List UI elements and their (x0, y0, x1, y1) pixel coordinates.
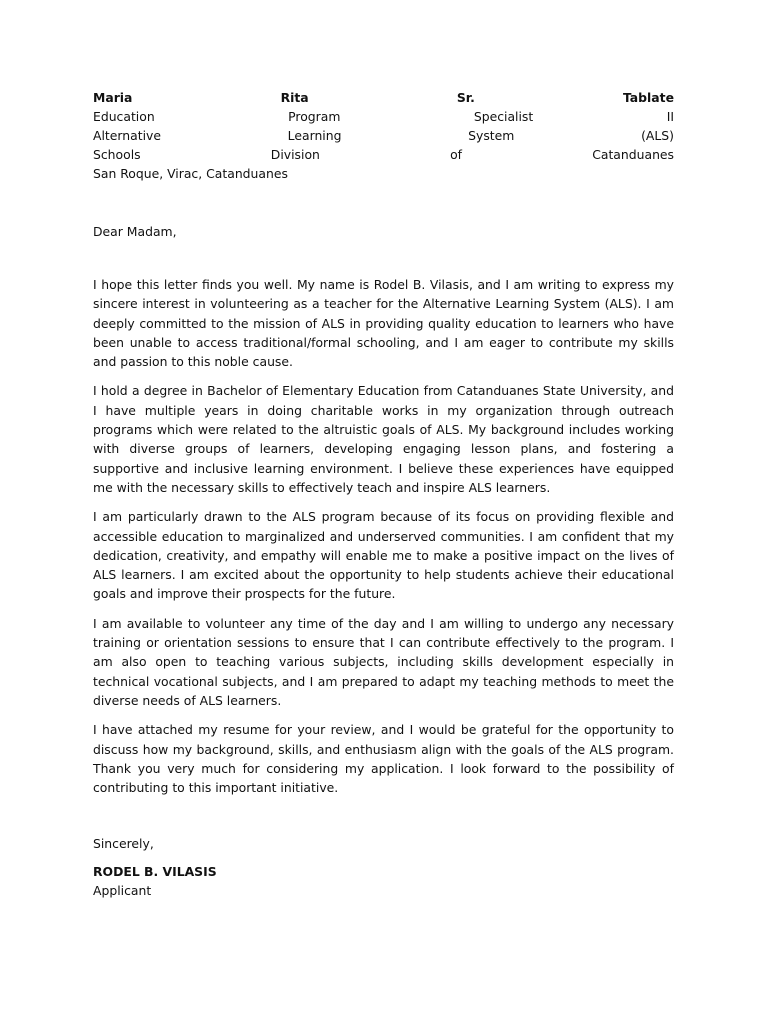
signature-title: Applicant (93, 883, 152, 899)
recipient-office-word: Learning (287, 128, 342, 143)
recipient-division-word: Division (270, 147, 320, 162)
recipient-position-word: II (666, 109, 674, 124)
body-paragraph: I am particularly drawn to the ALS program because of its focus on providing flexible and accessible education to marginalized and underserved communities. I am confident that my dedication, creativity, and empathy will enable me to make a positive impact on the lives of ALS learners. I am excited about the opportunity to help students achieve their educational goals and improve their prospects for the future. (93, 509, 674, 602)
recipient-office-word: System (468, 128, 515, 143)
recipient-position-line (93, 107, 674, 126)
recipient-division-word: Catanduanes (592, 147, 674, 162)
recipient-position-word: Education (93, 109, 155, 124)
recipient-name-word: Sr. (456, 90, 475, 105)
letter-body (93, 275, 674, 797)
recipient-position-word: Specialist (473, 109, 534, 124)
recipient-office-word: (ALS) (641, 128, 674, 143)
recipient-name-word: Tablate (622, 90, 674, 105)
recipient-office-word: Alternative (93, 128, 161, 143)
signature-name: RODEL B. VILASIS (93, 864, 217, 880)
salutation: Dear Madam, (93, 224, 177, 239)
recipient-division-line (93, 145, 674, 164)
letter-page (93, 88, 674, 900)
recipient-block (93, 88, 674, 183)
recipient-position-word: Program (288, 109, 341, 124)
body-paragraph: I hope this letter finds you well. My name is Rodel B. Vilasis, and I am writing to express my sincere interest in volunteering as a teacher for the Alternative Learning System (ALS). I am deeply committed to the mission of ALS in providing quality education to learners who have been unable to access traditional/formal schooling, and I am eager to contribute my skills and passion to this noble cause. (93, 277, 674, 370)
recipient-name-word: Rita (280, 90, 309, 105)
recipient-division-word: Schools (93, 147, 141, 162)
recipient-division-word: of (450, 147, 463, 162)
body-paragraph: I have attached my resume for your review, and I would be grateful for the opportunity to discuss how my background, skills, and enthusiasm align with the goals of the ALS program. Thank you very much for considering my application. I look forward to the possibility of contributing to this important initiative. (93, 722, 674, 796)
body-paragraph: I am available to volunteer any time of the day and I am willing to undergo any necessary training or orientation sessions to ensure that I can contribute effectively to the program. I am also open to teaching various subjects, including skills development especially in technical vocational subjects, and I am prepared to adapt my teaching methods to meet the diverse needs of ALS learners. (93, 615, 674, 708)
body-paragraph: I hold a degree in Bachelor of Elementary Education from Catanduanes State University, and I have multiple years in doing charitable works in my organization through outreach programs which were related to the altruistic goals of ALS. My background includes working with diverse groups of learners, developing engaging lesson plans, and fostering a supportive and inclusive learning environment. I believe these experiences have equipped me with the necessary skills to effectively teach and inspire ALS learners. (93, 383, 674, 495)
recipient-office-line (93, 126, 674, 145)
recipient-name-line (93, 88, 674, 107)
recipient-address: San Roque, Virac, Catanduanes (93, 166, 288, 181)
closing: Sincerely, (93, 836, 154, 852)
recipient-name-word: Maria (93, 90, 133, 105)
